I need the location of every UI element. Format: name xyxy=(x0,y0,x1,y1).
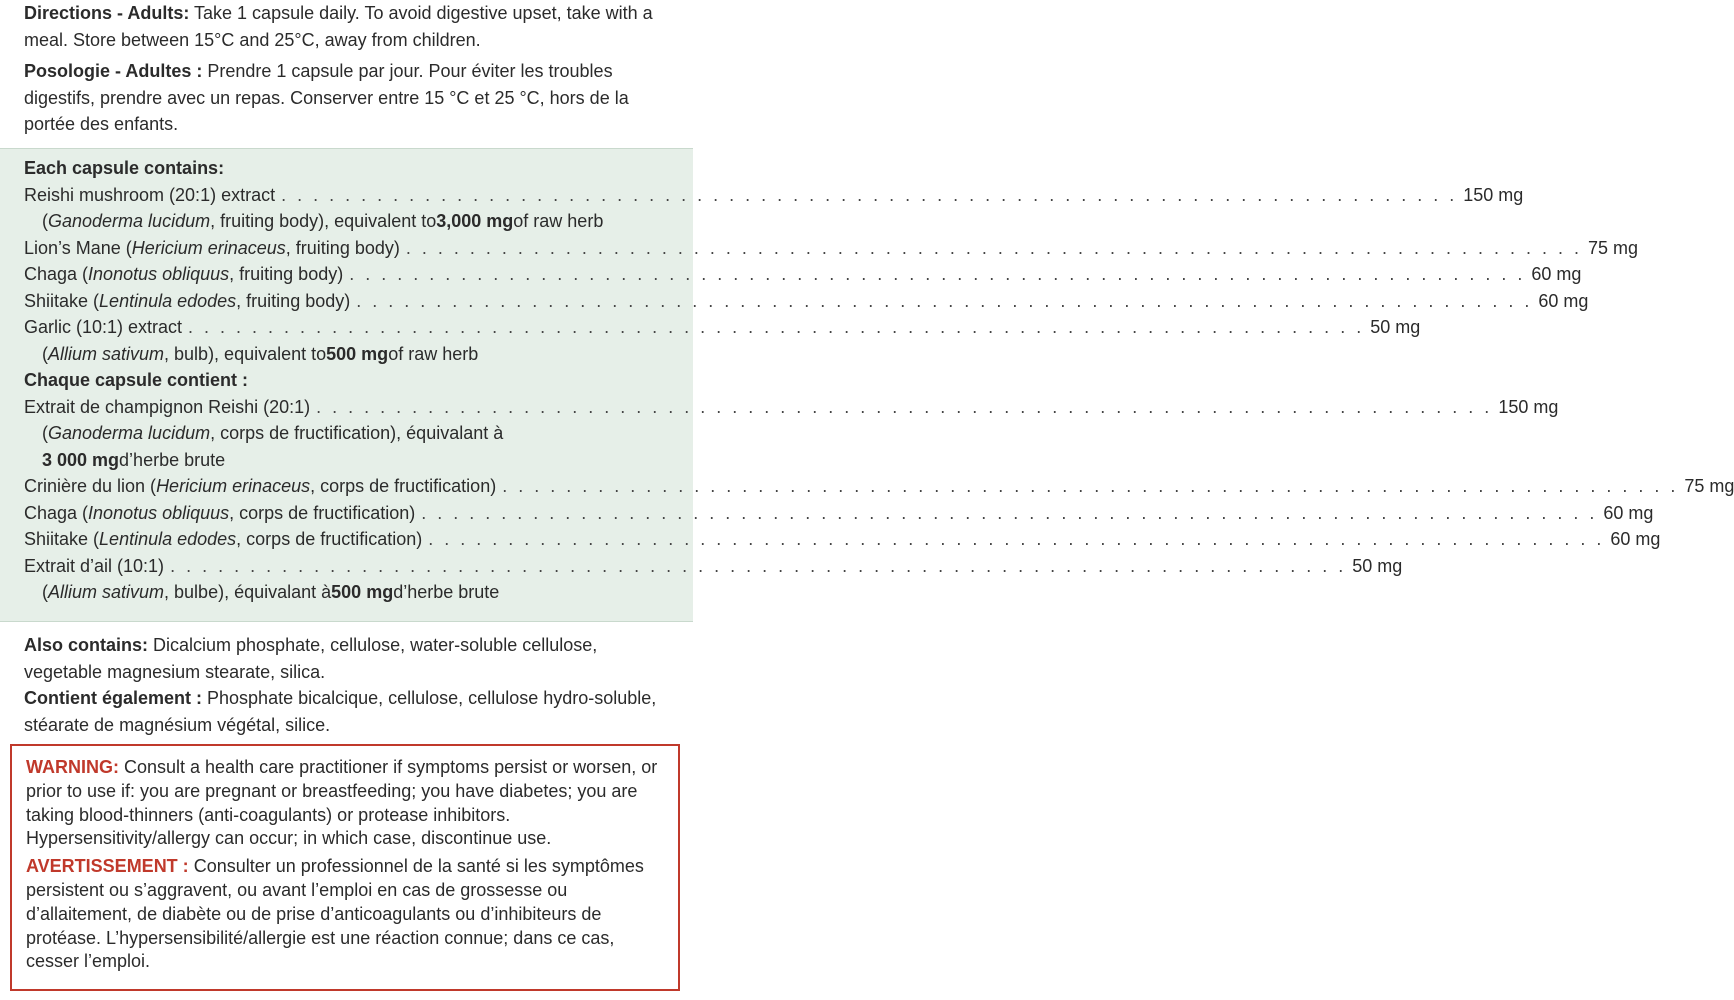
latin-name: Allium sativum xyxy=(48,582,165,602)
ingredient-name xyxy=(24,526,422,553)
warning-content xyxy=(26,756,666,974)
name-text: Shiitake ( xyxy=(24,529,100,549)
ingredient-name: Extrait d’ail (10:1) xyxy=(24,555,165,576)
ingredient-name: Extrait de champignon Reishi (20:1) xyxy=(24,396,311,417)
name-text: , fruiting body) xyxy=(236,290,351,311)
ingredient-row xyxy=(24,288,1589,315)
detail-text: ( xyxy=(42,343,48,364)
ingredient-row xyxy=(24,473,1734,500)
ingredient-row xyxy=(24,261,1582,288)
warning-en xyxy=(26,756,666,851)
name-text: Chaga ( xyxy=(24,264,89,284)
ingredient-name xyxy=(24,500,415,527)
ingredients-en-heading: Each capsule contains: xyxy=(24,158,225,178)
warning-fr-text: Consulter un professionnel de la santé si les symptômes persistent ou s’aggravent, ou avant l’emploi en cas de grossesse ou d’allaitement, de diabète ou de prise d’anticoagulants ou d’inhibiteurs de protéase. L’hypersensibilité/allergie est une réaction connue; dans ce cas, cesser l’emploi. xyxy=(26,856,644,972)
ingredient-name xyxy=(24,235,400,262)
equivalent-amount: 3 000 mg xyxy=(42,449,120,470)
ingredient-amount: 150 mg xyxy=(1463,184,1524,205)
ingredients-list xyxy=(24,155,1734,606)
ingredient-amount: 50 mg xyxy=(1352,555,1403,576)
latin-name: Hericium erinaceus xyxy=(131,237,286,258)
ingredients-fr-heading: Chaque capsule contient : xyxy=(24,370,249,390)
ingredient-detail xyxy=(24,447,664,474)
latin-name: Hericium erinaceus xyxy=(156,476,311,496)
name-text: , fruiting body) xyxy=(229,264,344,284)
leader-dots: . . . . . . . . . . . . . . . . . . . . . . . . . . . . . . . . . . . . . . . . . . . . . . . . . . . . . . . . . . . . . . . . . . . . . . . . . . xyxy=(170,555,1347,576)
ingredient-amount: 75 mg xyxy=(1684,476,1734,496)
detail-text: , fruiting body), equivalent to xyxy=(210,211,437,231)
ingredient-row xyxy=(24,314,1421,341)
ingredient-amount: 150 mg xyxy=(1498,396,1559,417)
leader-dots: . . . . . . . . . . . . . . . . . . . . . . . . . . . . . . . . . . . . . . . . . . . . . . . . . . . . . . . . . . . . . . . . . . . . . . . . . . xyxy=(421,502,1598,523)
ingredient-row xyxy=(24,500,1654,527)
ingredient-row xyxy=(24,553,1403,580)
detail-text: , bulbe), équivalant à xyxy=(164,582,332,602)
also-contains-fr-label: Contient également : xyxy=(24,688,203,708)
ingredient-amount: 60 mg xyxy=(1603,502,1654,523)
equivalent-amount: 500 mg xyxy=(331,582,394,602)
warning-fr xyxy=(26,855,666,974)
ingredient-name xyxy=(24,261,343,288)
detail-text: d’herbe brute xyxy=(119,449,226,470)
leader-dots: . . . . . . . . . . . . . . . . . . . . . . . . . . . . . . . . . . . . . . . . . . . . . . . . . . . . . . . . . . . . . . . . . . . . . . . . . . xyxy=(502,476,1679,496)
ingredient-name xyxy=(24,473,496,500)
also-contains-en-text: Dicalcium phosphate, cellulose, water-soluble cellulose, vegetable magnesium stearate, silica. xyxy=(24,635,598,682)
directions-fr-label: Posologie - Adultes : xyxy=(24,61,203,81)
ingredient-name xyxy=(24,288,350,315)
detail-text: ( xyxy=(42,582,48,602)
also-contains-en xyxy=(24,632,669,685)
also-contains-fr xyxy=(24,685,669,738)
latin-name: Inonotus obliquus xyxy=(88,264,230,284)
ingredient-detail xyxy=(24,208,664,235)
latin-name: Ganoderma lucidum xyxy=(48,423,211,443)
name-text: Lion’s Mane ( xyxy=(24,237,132,258)
name-text: Crinière du lion ( xyxy=(24,476,157,496)
directions-fr xyxy=(24,58,669,138)
ingredient-row xyxy=(24,235,1639,262)
ingredient-detail xyxy=(24,341,664,368)
detail-text: ( xyxy=(42,211,48,231)
ingredient-amount: 75 mg xyxy=(1588,237,1639,258)
directions-en xyxy=(24,0,669,53)
name-text: , corps de fructification) xyxy=(229,502,416,523)
detail-text: d’herbe brute xyxy=(393,582,500,602)
ingredient-amount: 60 mg xyxy=(1531,264,1582,284)
ingredient-amount: 60 mg xyxy=(1538,290,1589,311)
latin-name: Lentinula edodes xyxy=(99,290,237,311)
ingredient-detail xyxy=(24,579,664,606)
name-text: , corps de fructification) xyxy=(310,476,497,496)
name-text: , fruiting body) xyxy=(285,237,400,258)
latin-name: Allium sativum xyxy=(48,343,165,364)
detail-text: of raw herb xyxy=(513,211,604,231)
equivalent-amount: 500 mg xyxy=(326,343,389,364)
leader-dots: . . . . . . . . . . . . . . . . . . . . . . . . . . . . . . . . . . . . . . . . . . . . . . . . . . . . . . . . . . . . . . . . . . . . . . . . . . xyxy=(188,317,1365,337)
warning-box xyxy=(10,744,680,991)
leader-dots: . . . . . . . . . . . . . . . . . . . . . . . . . . . . . . . . . . . . . . . . . . . . . . . . . . . . . . . . . . . . . . . . . . . . . . . . . . xyxy=(356,290,1533,311)
detail-text: of raw herb xyxy=(388,343,479,364)
ingredient-amount: 50 mg xyxy=(1370,317,1421,337)
ingredient-row xyxy=(24,394,1559,421)
name-text: Chaga ( xyxy=(24,502,89,523)
also-contains-fr-text: Phosphate bicalcique, cellulose, cellulose hydro-soluble, stéarate de magnésium végétal, silice. xyxy=(24,688,657,735)
ingredient-amount: 60 mg xyxy=(1610,529,1661,549)
leader-dots: . . . . . . . . . . . . . . . . . . . . . . . . . . . . . . . . . . . . . . . . . . . . . . . . . . . . . . . . . . . . . . . . . . . . . . . . . . xyxy=(281,184,1458,205)
equivalent-amount: 3,000 mg xyxy=(436,211,514,231)
latin-name: Ganoderma lucidum xyxy=(48,211,211,231)
latin-name: Lentinula edodes xyxy=(99,529,237,549)
name-text: , corps de fructification) xyxy=(236,529,423,549)
also-contains-en-label: Also contains: xyxy=(24,635,149,655)
leader-dots: . . . . . . . . . . . . . . . . . . . . . . . . . . . . . . . . . . . . . . . . . . . . . . . . . . . . . . . . . . . . . . . . . . . . . . . . . . xyxy=(316,396,1493,417)
ingredient-name: Reishi mushroom (20:1) extract xyxy=(24,184,276,205)
ingredient-detail xyxy=(24,420,664,447)
directions-en-label: Directions - Adults: xyxy=(24,3,190,23)
ingredients-panel xyxy=(0,148,1734,622)
latin-name: Inonotus obliquus xyxy=(88,502,230,523)
warning-en-text: Consult a health care practitioner if symptoms persist or worsen, or prior to use if: you are pregnant or breastfeeding; you have diabetes; you are taking blood-thinners (anti-coagulants) or protease inhibitors. Hypersensitivity/allergy can occur; in which case, discontinue use. xyxy=(26,757,658,849)
directions-fr-text: Prendre 1 capsule par jour. Pour éviter les troubles digestifs, prendre avec un repas. Conserver entre 15 °C et 25 °C, hors de la portée des enfants. xyxy=(24,61,629,134)
leader-dots: . . . . . . . . . . . . . . . . . . . . . . . . . . . . . . . . . . . . . . . . . . . . . . . . . . . . . . . . . . . . . . . . . . . . . . . . . . xyxy=(349,264,1526,284)
ingredient-name: Garlic (10:1) extract xyxy=(24,317,183,337)
directions-en-text: Take 1 capsule daily. To avoid digestive upset, take with a meal. Store between 15°C and 25°C, away from children. xyxy=(24,3,653,50)
warning-fr-label: AVERTISSEMENT : xyxy=(26,856,189,877)
detail-text: ( xyxy=(42,423,48,443)
ingredient-row xyxy=(24,526,1661,553)
detail-text: , bulb), equivalent to xyxy=(164,343,327,364)
warning-en-label: WARNING: xyxy=(26,757,119,777)
ingredient-row xyxy=(24,182,1524,209)
name-text: Shiitake ( xyxy=(24,290,100,311)
leader-dots: . . . . . . . . . . . . . . . . . . . . . . . . . . . . . . . . . . . . . . . . . . . . . . . . . . . . . . . . . . . . . . . . . . . . . . . . . . xyxy=(405,237,1583,258)
leader-dots: . . . . . . . . . . . . . . . . . . . . . . . . . . . . . . . . . . . . . . . . . . . . . . . . . . . . . . . . . . . . . . . . . . . . . . . . . . xyxy=(428,529,1605,549)
also-contains xyxy=(24,632,669,738)
detail-text: , corps de fructification), équivalant à xyxy=(210,423,504,443)
